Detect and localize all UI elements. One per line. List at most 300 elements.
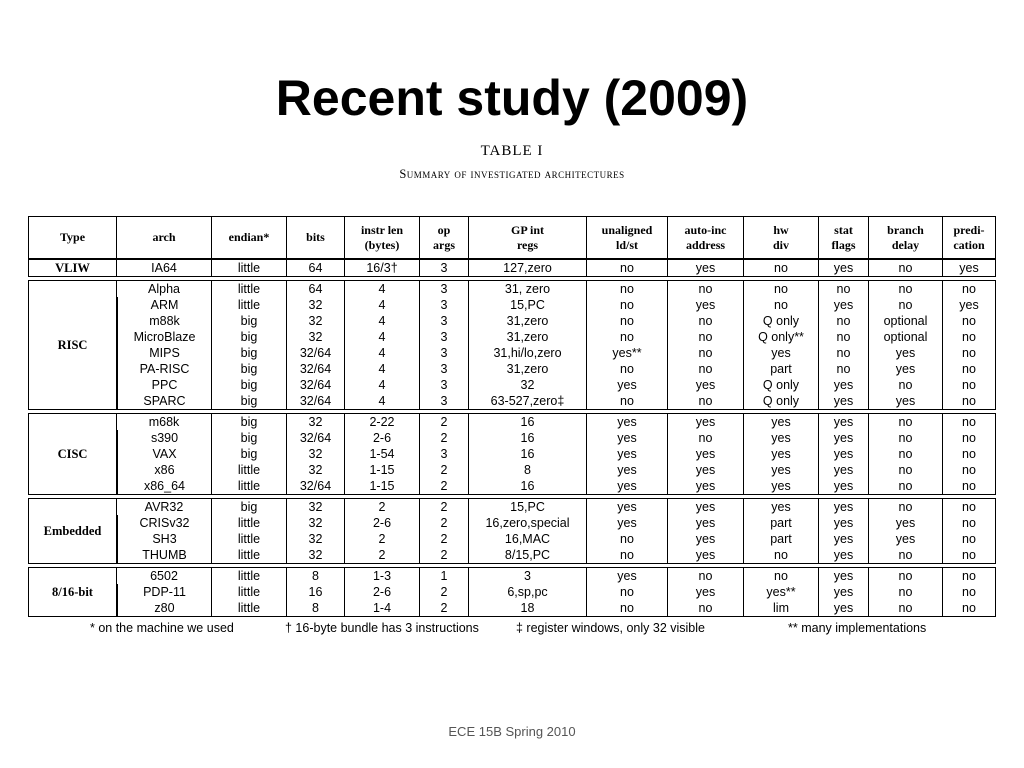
table-cell: no bbox=[869, 377, 943, 393]
table-cell: 3 bbox=[420, 361, 469, 377]
table-cell: yes bbox=[668, 462, 744, 478]
table-cell: 1-15 bbox=[345, 478, 420, 495]
table-cell: 2-6 bbox=[345, 584, 420, 600]
header-cell bbox=[212, 216, 287, 259]
table-cell: yes bbox=[668, 547, 744, 564]
table-cell: 4 bbox=[345, 329, 420, 345]
table-cell: 64 bbox=[287, 280, 345, 297]
header-cell bbox=[345, 216, 420, 259]
table-cell: part bbox=[744, 531, 819, 547]
table-row bbox=[28, 567, 996, 584]
table-cell: little bbox=[212, 478, 287, 495]
table-cell: no bbox=[587, 361, 668, 377]
table-cell: no bbox=[587, 329, 668, 345]
header-label: endian* bbox=[228, 230, 270, 244]
header-label: bits bbox=[306, 230, 325, 244]
table-cell: 15,PC bbox=[469, 297, 587, 313]
table-cell: 1-4 bbox=[345, 600, 420, 617]
table-cell: 3 bbox=[420, 393, 469, 410]
table-row bbox=[28, 478, 996, 495]
table-cell: 31, zero bbox=[469, 280, 587, 297]
table-cell: no bbox=[869, 547, 943, 564]
table-cell: no bbox=[819, 280, 869, 297]
table-cell: 4 bbox=[345, 393, 420, 410]
table-cell: no bbox=[943, 446, 996, 462]
table-cell: 32 bbox=[287, 531, 345, 547]
group-label: VLIW bbox=[28, 259, 117, 277]
table-cell: yes bbox=[869, 361, 943, 377]
header-cell bbox=[28, 216, 117, 259]
header-cell bbox=[469, 216, 587, 259]
table-cell: 2 bbox=[420, 430, 469, 446]
table-cell: no bbox=[943, 531, 996, 547]
table-cell: 32 bbox=[287, 313, 345, 329]
group-label: RISC bbox=[28, 280, 117, 410]
table-cell: SH3 bbox=[117, 531, 212, 547]
table-cell: little bbox=[212, 531, 287, 547]
table-cell: 3 bbox=[420, 297, 469, 313]
table-cell: no bbox=[943, 547, 996, 564]
table-cell: AVR32 bbox=[117, 498, 212, 515]
table-cell: PDP-11 bbox=[117, 584, 212, 600]
table-cell: 3 bbox=[420, 345, 469, 361]
table-cell: no bbox=[869, 446, 943, 462]
header-label: address bbox=[685, 237, 726, 252]
table-cell: no bbox=[819, 361, 869, 377]
table-cell: 3 bbox=[420, 377, 469, 393]
header-row bbox=[28, 216, 996, 259]
table-cell: no bbox=[587, 584, 668, 600]
table-cell: 3 bbox=[469, 567, 587, 584]
table-cell: no bbox=[587, 297, 668, 313]
table-row bbox=[28, 584, 996, 600]
table-cell: Q only** bbox=[744, 329, 819, 345]
table-cell: yes bbox=[587, 567, 668, 584]
table-cell: MicroBlaze bbox=[117, 329, 212, 345]
table-cell: 32 bbox=[287, 515, 345, 531]
table-cell: MIPS bbox=[117, 345, 212, 361]
header-cell bbox=[117, 216, 212, 259]
table-cell: yes bbox=[744, 446, 819, 462]
table-cell: 18 bbox=[469, 600, 587, 617]
header-label: flags bbox=[831, 237, 856, 252]
slide-title: Recent study (2009) bbox=[275, 70, 749, 126]
table-cell: yes bbox=[744, 413, 819, 430]
table-cell: no bbox=[943, 329, 996, 345]
table-cell: 2 bbox=[420, 413, 469, 430]
header-label: op bbox=[437, 222, 451, 237]
header-label: Type bbox=[59, 230, 86, 244]
header-cell bbox=[668, 216, 744, 259]
table-cell: 2 bbox=[420, 498, 469, 515]
table-cell: yes** bbox=[587, 345, 668, 361]
table-cell: no bbox=[869, 430, 943, 446]
table-cell: big bbox=[212, 446, 287, 462]
table-row bbox=[28, 515, 996, 531]
table-cell: yes bbox=[819, 531, 869, 547]
table-cell: optional bbox=[869, 313, 943, 329]
table-cell: lim bbox=[744, 600, 819, 617]
table-cell: 32/64 bbox=[287, 393, 345, 410]
table-cell: yes bbox=[744, 478, 819, 495]
table-cell: 2-22 bbox=[345, 413, 420, 430]
table-cell: 1-54 bbox=[345, 446, 420, 462]
table-cell: yes bbox=[668, 446, 744, 462]
table-cell: 2 bbox=[420, 584, 469, 600]
group-label: 8/16-bit bbox=[28, 567, 117, 617]
table-cell: 4 bbox=[345, 361, 420, 377]
table-cell: PA-RISC bbox=[117, 361, 212, 377]
header-label: hw bbox=[773, 222, 789, 237]
table-cell: CRISv32 bbox=[117, 515, 212, 531]
table-cell: 6,sp,pc bbox=[469, 584, 587, 600]
table-cell: 32 bbox=[287, 329, 345, 345]
table-cell: 31,zero bbox=[469, 313, 587, 329]
header-label: stat bbox=[834, 222, 853, 237]
slide-footer: ECE 15B Spring 2010 bbox=[448, 724, 576, 739]
table-header bbox=[28, 216, 996, 259]
table-cell: 2 bbox=[420, 547, 469, 564]
header-label: auto-inc bbox=[684, 222, 727, 237]
table-cell: no bbox=[869, 478, 943, 495]
table-cell: PPC bbox=[117, 377, 212, 393]
table-cell: 32 bbox=[287, 297, 345, 313]
table-cell: s390 bbox=[117, 430, 212, 446]
table-cell: yes bbox=[819, 478, 869, 495]
header-cell bbox=[943, 216, 996, 259]
table-cell: Q only bbox=[744, 377, 819, 393]
table-cell: little bbox=[212, 280, 287, 297]
table-cell: 3 bbox=[420, 313, 469, 329]
table-cell: yes bbox=[819, 547, 869, 564]
table-cell: no bbox=[869, 600, 943, 617]
table-cell: no bbox=[869, 280, 943, 297]
header-label: ld/st bbox=[615, 237, 638, 252]
table-cell: yes** bbox=[744, 584, 819, 600]
table-cell: no bbox=[943, 313, 996, 329]
header-cell bbox=[744, 216, 819, 259]
table-cell: no bbox=[943, 515, 996, 531]
table-cell: big bbox=[212, 413, 287, 430]
table-cell: little bbox=[212, 462, 287, 478]
table-row bbox=[28, 297, 996, 313]
table-cell: yes bbox=[668, 478, 744, 495]
table-cell: big bbox=[212, 377, 287, 393]
table-row bbox=[28, 531, 996, 547]
table-cell: 4 bbox=[345, 377, 420, 393]
table-cell: yes bbox=[819, 462, 869, 478]
table-cell: no bbox=[668, 430, 744, 446]
header-cell bbox=[587, 216, 668, 259]
table-cell: no bbox=[744, 547, 819, 564]
table-cell: 32 bbox=[287, 462, 345, 478]
header-label: args bbox=[433, 237, 455, 252]
table-cell: yes bbox=[668, 584, 744, 600]
table-cell: no bbox=[587, 393, 668, 410]
table-cell: 16/3† bbox=[345, 259, 420, 277]
table-cell: yes bbox=[668, 413, 744, 430]
table-cell: no bbox=[587, 313, 668, 329]
table-cell: Q only bbox=[744, 313, 819, 329]
table-cell: yes bbox=[869, 393, 943, 410]
table-cell: no bbox=[869, 584, 943, 600]
table-cell: 31,hi/lo,zero bbox=[469, 345, 587, 361]
table-cell: no bbox=[943, 377, 996, 393]
table-cell: yes bbox=[819, 413, 869, 430]
table-cell: no bbox=[668, 313, 744, 329]
table-cell: yes bbox=[744, 345, 819, 361]
table-cell: z80 bbox=[117, 600, 212, 617]
table-cell: yes bbox=[744, 462, 819, 478]
table-cell: yes bbox=[587, 478, 668, 495]
table-cell: 32 bbox=[287, 547, 345, 564]
table-cell: big bbox=[212, 345, 287, 361]
table-cell: yes bbox=[819, 515, 869, 531]
table-cell: 2 bbox=[420, 515, 469, 531]
table-cell: little bbox=[212, 515, 287, 531]
table-cell: no bbox=[744, 297, 819, 313]
table-cell: 1 bbox=[420, 567, 469, 584]
header-cell bbox=[819, 216, 869, 259]
architecture-table bbox=[28, 216, 996, 617]
table-cell: 31,zero bbox=[469, 329, 587, 345]
table-cell: VAX bbox=[117, 446, 212, 462]
table-cell: little bbox=[212, 297, 287, 313]
table-cell: 16 bbox=[469, 478, 587, 495]
table-cell: yes bbox=[668, 498, 744, 515]
table-cell: yes bbox=[668, 259, 744, 277]
group-label: Embedded bbox=[28, 498, 117, 564]
table-cell: yes bbox=[587, 446, 668, 462]
table-cell: 2 bbox=[345, 498, 420, 515]
table-cell: no bbox=[943, 413, 996, 430]
table-cell: 8/15,PC bbox=[469, 547, 587, 564]
table-subtitle: Summary of investigated architectures bbox=[399, 167, 625, 181]
table-cell: big bbox=[212, 313, 287, 329]
table-cell: 3 bbox=[420, 329, 469, 345]
footnote-bundle: † 16-byte bundle has 3 instructions bbox=[285, 621, 479, 635]
table-cell: 6502 bbox=[117, 567, 212, 584]
header-label: (bytes) bbox=[364, 237, 400, 252]
table-row bbox=[28, 361, 996, 377]
table-cell: 32 bbox=[469, 377, 587, 393]
table-cell: little bbox=[212, 547, 287, 564]
table-cell: no bbox=[943, 280, 996, 297]
table-row bbox=[28, 259, 996, 277]
table-cell: yes bbox=[744, 498, 819, 515]
table-row bbox=[28, 430, 996, 446]
table-cell: 16,MAC bbox=[469, 531, 587, 547]
table-cell: 32/64 bbox=[287, 478, 345, 495]
table-cell: no bbox=[869, 567, 943, 584]
table-cell: no bbox=[587, 531, 668, 547]
table-cell: yes bbox=[668, 377, 744, 393]
table-cell: yes bbox=[819, 259, 869, 277]
table-cell: yes bbox=[819, 446, 869, 462]
table-cell: yes bbox=[819, 430, 869, 446]
table-cell: no bbox=[744, 280, 819, 297]
header-label: unaligned bbox=[601, 222, 653, 237]
table-cell: 3 bbox=[420, 280, 469, 297]
table-cell: 15,PC bbox=[469, 498, 587, 515]
table-cell: no bbox=[668, 393, 744, 410]
table-cell: 8 bbox=[287, 600, 345, 617]
table-cell: no bbox=[869, 413, 943, 430]
table-row bbox=[28, 280, 996, 297]
table-cell: 16 bbox=[469, 413, 587, 430]
table-cell: 2-6 bbox=[345, 515, 420, 531]
table-cell: yes bbox=[943, 259, 996, 277]
table-cell: 16 bbox=[469, 446, 587, 462]
table-cell: no bbox=[869, 498, 943, 515]
table-cell: m68k bbox=[117, 413, 212, 430]
table-cell: Q only bbox=[744, 393, 819, 410]
table-cell: 2 bbox=[420, 478, 469, 495]
table-cell: IA64 bbox=[117, 259, 212, 277]
table-cell: no bbox=[668, 600, 744, 617]
table-cell: 16,zero,special bbox=[469, 515, 587, 531]
table-cell: 2 bbox=[420, 462, 469, 478]
footnote-endian: * on the machine we used bbox=[90, 621, 234, 635]
table-cell: no bbox=[744, 259, 819, 277]
table-cell: 1-15 bbox=[345, 462, 420, 478]
table-cell: Alpha bbox=[117, 280, 212, 297]
table-cell: no bbox=[943, 567, 996, 584]
table-cell: THUMB bbox=[117, 547, 212, 564]
table-cell: optional bbox=[869, 329, 943, 345]
table-cell: 2 bbox=[420, 531, 469, 547]
table-cell: no bbox=[744, 567, 819, 584]
header-label: regs bbox=[516, 237, 539, 252]
table-cell: little bbox=[212, 600, 287, 617]
table-cell: yes bbox=[668, 297, 744, 313]
table-cell: 32 bbox=[287, 498, 345, 515]
table-cell: big bbox=[212, 498, 287, 515]
table-row bbox=[28, 600, 996, 617]
header-label: predi- bbox=[953, 222, 985, 237]
table-cell: yes bbox=[869, 515, 943, 531]
table-cell: yes bbox=[587, 498, 668, 515]
table-cell: no bbox=[819, 345, 869, 361]
table-cell: 8 bbox=[287, 567, 345, 584]
header-label: div bbox=[772, 237, 789, 252]
table-cell: yes bbox=[587, 430, 668, 446]
table-cell: part bbox=[744, 361, 819, 377]
header-label: branch bbox=[887, 222, 924, 237]
table-row bbox=[28, 446, 996, 462]
table-cell: no bbox=[869, 462, 943, 478]
table-cell: no bbox=[668, 361, 744, 377]
table-cell: 32 bbox=[287, 413, 345, 430]
table-cell: no bbox=[587, 280, 668, 297]
table-cell: no bbox=[943, 584, 996, 600]
table-cell: no bbox=[943, 345, 996, 361]
table-cell: no bbox=[943, 498, 996, 515]
table-cell: yes bbox=[668, 515, 744, 531]
table-row bbox=[28, 498, 996, 515]
table-row bbox=[28, 462, 996, 478]
table-cell: no bbox=[943, 478, 996, 495]
table-cell: yes bbox=[819, 498, 869, 515]
table-cell: no bbox=[668, 345, 744, 361]
table-cell: yes bbox=[819, 297, 869, 313]
table-cell: 64 bbox=[287, 259, 345, 277]
table-cell: big bbox=[212, 361, 287, 377]
table-cell: little bbox=[212, 584, 287, 600]
table-cell: no bbox=[668, 329, 744, 345]
table-cell: no bbox=[668, 280, 744, 297]
header-label: cation bbox=[953, 237, 985, 252]
header-cell bbox=[420, 216, 469, 259]
table-cell: yes bbox=[819, 377, 869, 393]
table-cell: no bbox=[943, 462, 996, 478]
footnote-register-windows: ‡ register windows, only 32 visible bbox=[516, 621, 705, 635]
table-cell: little bbox=[212, 259, 287, 277]
table-cell: yes bbox=[668, 531, 744, 547]
table-cell: no bbox=[587, 600, 668, 617]
table-cell: yes bbox=[943, 297, 996, 313]
table-body bbox=[28, 259, 996, 617]
table-row bbox=[28, 377, 996, 393]
table-cell: yes bbox=[587, 515, 668, 531]
table-cell: no bbox=[943, 430, 996, 446]
table-cell: 8 bbox=[469, 462, 587, 478]
table-cell: 4 bbox=[345, 313, 420, 329]
header-cell bbox=[287, 216, 345, 259]
table-cell: no bbox=[869, 259, 943, 277]
table-cell: no bbox=[869, 297, 943, 313]
table-cell: 16 bbox=[287, 584, 345, 600]
header-label: GP int bbox=[510, 222, 544, 237]
header-label: arch bbox=[152, 230, 176, 244]
table-cell: yes bbox=[869, 345, 943, 361]
table-cell: x86_64 bbox=[117, 478, 212, 495]
header-label: delay bbox=[891, 237, 920, 252]
table-cell: 32/64 bbox=[287, 361, 345, 377]
table-cell: big bbox=[212, 393, 287, 410]
table-cell: no bbox=[943, 361, 996, 377]
table-cell: x86 bbox=[117, 462, 212, 478]
table-cell: 3 bbox=[420, 446, 469, 462]
group-label: CISC bbox=[28, 413, 117, 495]
table-cell: no bbox=[668, 567, 744, 584]
table-cell: 32/64 bbox=[287, 430, 345, 446]
table-cell: 2 bbox=[345, 531, 420, 547]
table-cell: 1-3 bbox=[345, 567, 420, 584]
table-cell: yes bbox=[819, 393, 869, 410]
table-cell: 16 bbox=[469, 430, 587, 446]
table-cell: 2 bbox=[420, 600, 469, 617]
table-cell: 32/64 bbox=[287, 377, 345, 393]
table-cell: 63-527,zero‡ bbox=[469, 393, 587, 410]
header-cell bbox=[869, 216, 943, 259]
table-row bbox=[28, 393, 996, 410]
table-cell: no bbox=[943, 600, 996, 617]
table-cell: yes bbox=[869, 531, 943, 547]
table-cell: yes bbox=[587, 413, 668, 430]
table-cell: ARM bbox=[117, 297, 212, 313]
table-cell: no bbox=[587, 259, 668, 277]
table-row bbox=[28, 329, 996, 345]
table-cell: part bbox=[744, 515, 819, 531]
table-row bbox=[28, 313, 996, 329]
table-cell: 32 bbox=[287, 446, 345, 462]
table-cell: yes bbox=[744, 430, 819, 446]
table-cell: 2-6 bbox=[345, 430, 420, 446]
table-cell: yes bbox=[819, 567, 869, 584]
table-cell: yes bbox=[587, 462, 668, 478]
table-cell: 127,zero bbox=[469, 259, 587, 277]
